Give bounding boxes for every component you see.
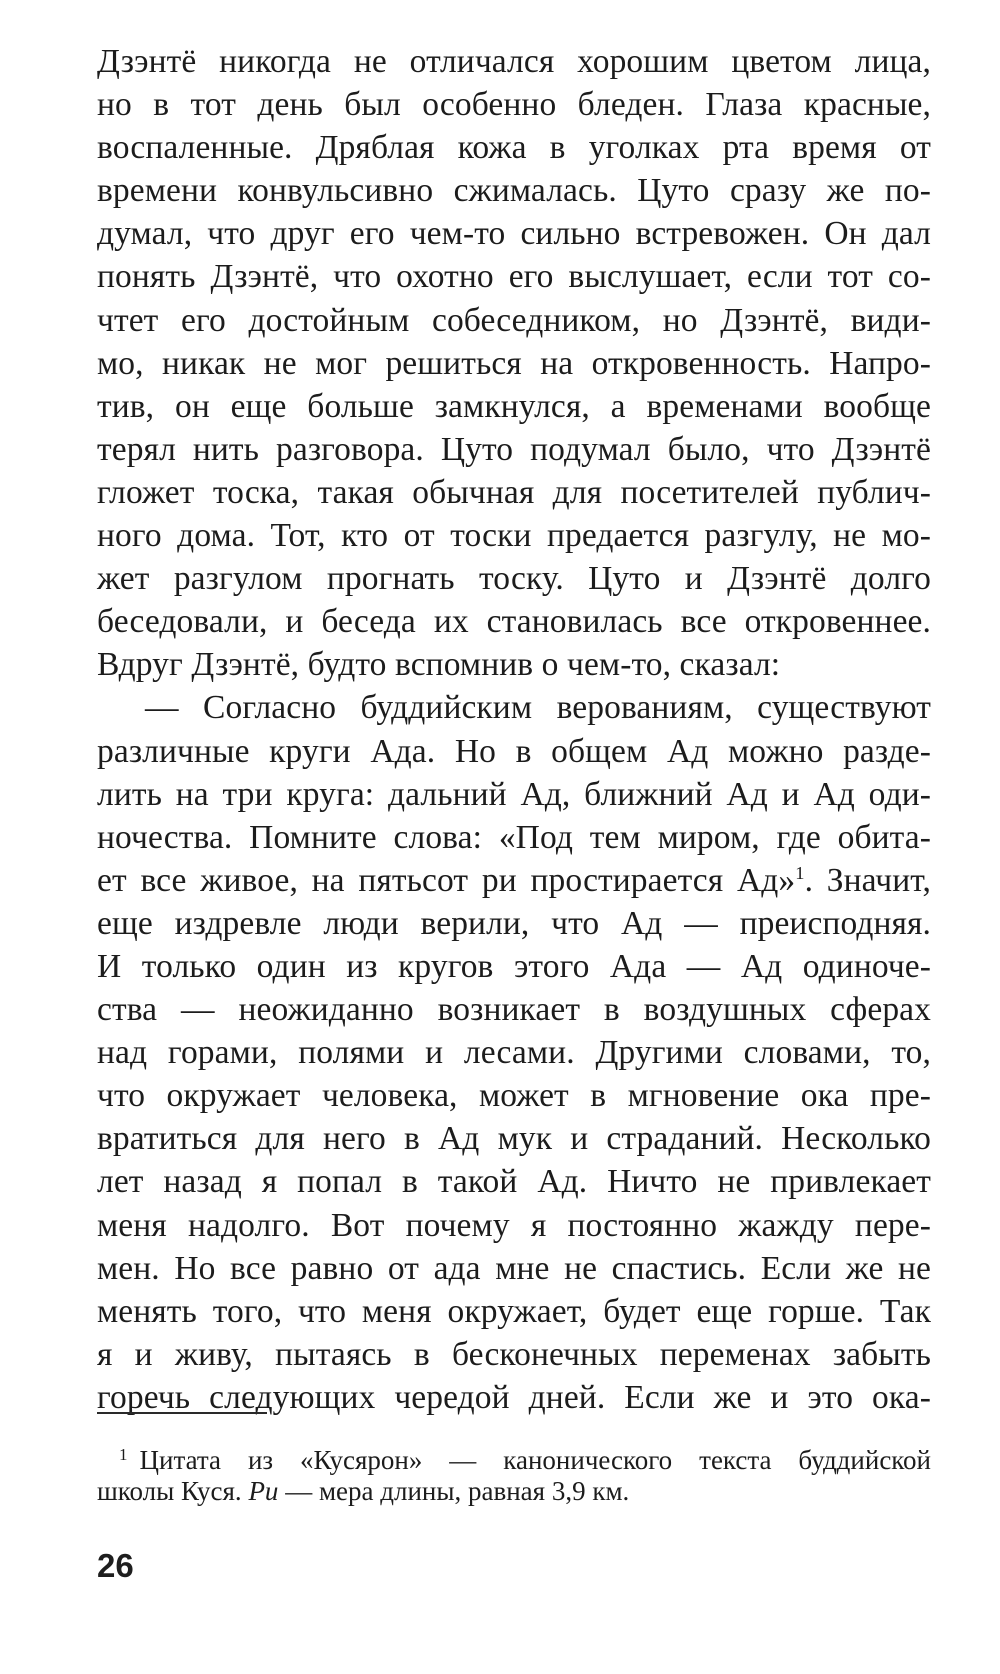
text-line-start: ет все живое, на пятьсот ри простирается Ад» <box>97 861 796 899</box>
text-line: вратиться для него в Ад мук и страданий. Несколько <box>97 1120 931 1158</box>
text-line: лет назад я попал в такой Ад. Ничто не привлекает <box>97 1163 931 1201</box>
text-line: меня надолго. Вот почему я постоянно жажду пере- <box>97 1206 931 1244</box>
footnote-divider <box>97 1412 267 1414</box>
text-line: мо, никак не мог решиться на откровенность. Напро- <box>97 344 931 382</box>
text-line: я и живу, пытаясь в бесконечных переменах забыть <box>97 1335 931 1373</box>
text-line: горечь следующих чередой дней. Если же и это ока- <box>97 1378 931 1416</box>
footnote-text: — мера длины, равная 3,9 км. <box>278 1476 630 1506</box>
page-number: 26 <box>97 1547 134 1584</box>
text-line: думал, что друг его чем-то сильно встревожен. Он дал <box>97 215 931 253</box>
footnote-line <box>97 1436 931 1473</box>
text-line: ства — неожиданно возникает в воздушных сферах <box>97 991 931 1029</box>
text-line: что окружает человека, может в мгновение ока пре- <box>97 1077 931 1115</box>
text-line-with-footnote <box>97 859 931 902</box>
text-line: терял нить разговора. Цуто подумал было, что Дзэнтё <box>97 430 931 468</box>
text-line: времени конвульсивно сжималась. Цуто сразу же по- <box>97 172 931 210</box>
footnote-term: Ри <box>248 1476 279 1506</box>
main-text <box>97 40 931 1419</box>
footnote-text: Цитата из «Кусярон» — канонического текста буддийской <box>139 1445 931 1475</box>
text-line: менять того, что меня окружает, будет еще горше. Так <box>97 1292 931 1330</box>
text-line: Вдруг Дзэнтё, будто вспомнив о чем-то, сказал: <box>97 646 781 684</box>
text-line: тив, он еще больше замкнулся, а временами вообще <box>97 387 931 425</box>
text-line: Дзэнтё никогда не отличался хорошим цветом лица, <box>97 43 931 80</box>
text-line: беседовали, и беседа их становилась все откровеннее. <box>97 603 931 641</box>
text-line: различные круги Ада. Но в общем Ад можно разде- <box>97 732 931 770</box>
footnote <box>97 1436 931 1510</box>
footnote-reference: 1 <box>795 862 805 883</box>
text-line: над горами, полями и лесами. Другими словами, то, <box>97 1034 931 1072</box>
text-line: ночества. Помните слова: «Под тем миром, где обита- <box>97 818 931 856</box>
text-line: еще издревле люди верили, что Ад — преисподняя. <box>97 904 931 942</box>
text-line: ного дома. Тот, кто от тоски предается разгулу, не мо- <box>97 517 931 555</box>
text-line: воспаленные. Дряблая кожа в уголках рта время от <box>97 129 931 167</box>
text-line: И только один из кругов этого Ада — Ад одиноче- <box>97 947 931 985</box>
footnote-line <box>97 1473 931 1510</box>
text-line: жет разгулом прогнать тоску. Цуто и Дзэнтё долго <box>97 560 931 598</box>
text-line: понять Дзэнтё, что охотно его выслушает, если тот со- <box>97 258 931 296</box>
footnote-marker: 1 <box>119 1445 128 1464</box>
dialogue-line: — Согласно буддийским верованиям, существуют <box>145 689 931 727</box>
text-line: мен. Но все равно от ада мне не спастись. Если же не <box>97 1249 931 1287</box>
footnote-text: школы Куся. <box>97 1476 249 1506</box>
text-line: но в тот день был особенно бледен. Глаза красные, <box>97 86 931 124</box>
text-line: лить на три круга: дальний Ад, ближний Ад и Ад оди- <box>97 775 931 813</box>
text-line-tail: . Значит, <box>804 861 931 899</box>
text-line: чтет его достойным собеседником, но Дзэнтё, види- <box>97 301 931 339</box>
text-line: гложет тоска, такая обычная для посетителей публич- <box>97 473 931 511</box>
